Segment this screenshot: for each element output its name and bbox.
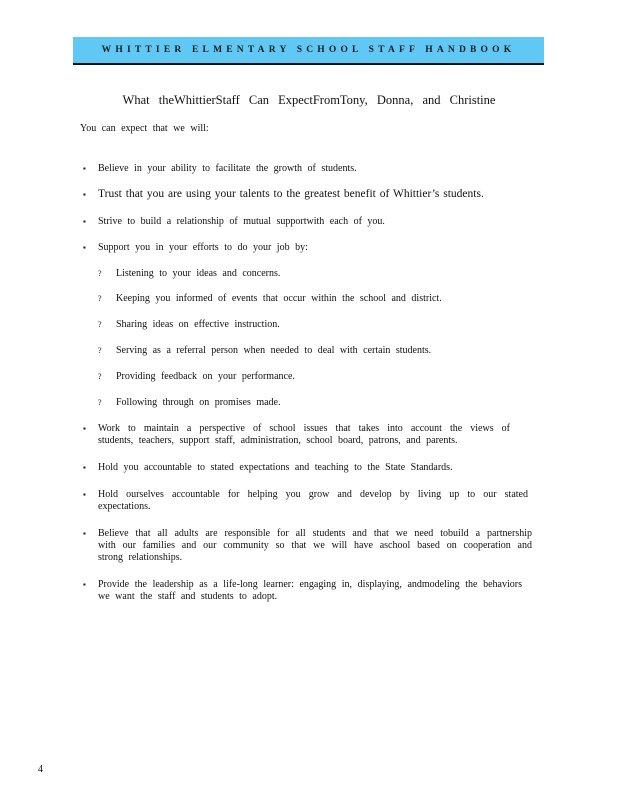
list-item-text: Trust that you are using your talents to the greatest benefit of Whittier’s students.: [98, 188, 484, 200]
bullet-marker: ▪: [83, 190, 86, 199]
sub-bullet-marker: ?: [98, 346, 102, 355]
list-item: [83, 462, 538, 474]
sub-bullet-marker: ?: [98, 294, 102, 303]
list-item: [83, 423, 510, 447]
sub-list-item: [98, 293, 536, 305]
list-item-text: Work to maintain a perspective of school issues that takes into account the views of students, teachers, support staff, administration, school board, patrons, and parents.: [98, 423, 510, 446]
list-item-text: Following through on promises made.: [116, 397, 281, 408]
list-item: [83, 163, 538, 175]
page-number: 4: [38, 764, 43, 775]
sub-bullet-marker: ?: [98, 320, 102, 329]
sub-list-item: [98, 319, 536, 331]
bullet-marker: ▪: [83, 529, 86, 538]
bullet-marker: ▪: [83, 490, 86, 499]
sub-list-item: [98, 371, 536, 383]
list-item-text: Listening to your ideas and concerns.: [116, 268, 281, 279]
list-item-text: Support you in your efforts to do your job by:: [98, 242, 308, 253]
sub-bullet-marker: ?: [98, 269, 102, 278]
sub-list-item: [98, 268, 536, 280]
sub-list-item: [98, 345, 536, 357]
document-title: What theWhittierStaff Can ExpectFromTony, Donna, and Christine: [122, 93, 496, 107]
bullet-marker: ▪: [83, 243, 86, 252]
list-item: [83, 579, 522, 603]
list-item-text: Believe that all adults are responsible for all students and that we need tobuild a partnership with our families and our community so that we will have aschool based on cooperation and strong relationships.: [98, 528, 532, 563]
list-item: [83, 528, 532, 564]
bullet-marker: ▪: [83, 463, 86, 472]
list-item: [83, 489, 528, 513]
handbook-title: WHITTIER ELMENTARY SCHOOL STAFF HANDBOOK: [101, 45, 516, 55]
handbook-header-band: [73, 37, 544, 65]
list-item-text: Believe in your ability to facilitate the growth of students.: [98, 163, 357, 174]
list-item-text: Hold you accountable to stated expectations and teaching to the State Standards.: [98, 462, 453, 473]
list-item-text: Sharing ideas on effective instruction.: [116, 319, 280, 330]
list-item: [83, 242, 538, 254]
bullet-marker: ▪: [83, 424, 86, 433]
list-item-text: Providing feedback on your performance.: [116, 371, 295, 382]
list-item-text: Keeping you informed of events that occur within the school and district.: [116, 293, 442, 304]
list-item-text: Hold ourselves accountable for helping you grow and develop by living up to our stated expectations.: [98, 489, 528, 512]
list-item: [83, 188, 538, 200]
sub-list-item: [98, 397, 536, 409]
list-item-text: Serving as a referral person when needed to deal with certain students.: [116, 345, 432, 356]
bullet-marker: ▪: [83, 217, 86, 226]
intro-text: You can expect that we will:: [80, 123, 209, 134]
list-item-text: Provide the leadership as a life-long learner: engaging in, displaying, andmodeling the behaviors we want the staff and students to adopt.: [98, 579, 522, 602]
bullet-marker: ▪: [83, 580, 86, 589]
list-item-text: Strive to build a relationship of mutual supportwith each of you.: [98, 216, 385, 227]
list-item: [83, 216, 538, 228]
sub-bullet-marker: ?: [98, 372, 102, 381]
sub-bullet-marker: ?: [98, 398, 102, 407]
bullet-marker: ▪: [83, 164, 86, 173]
